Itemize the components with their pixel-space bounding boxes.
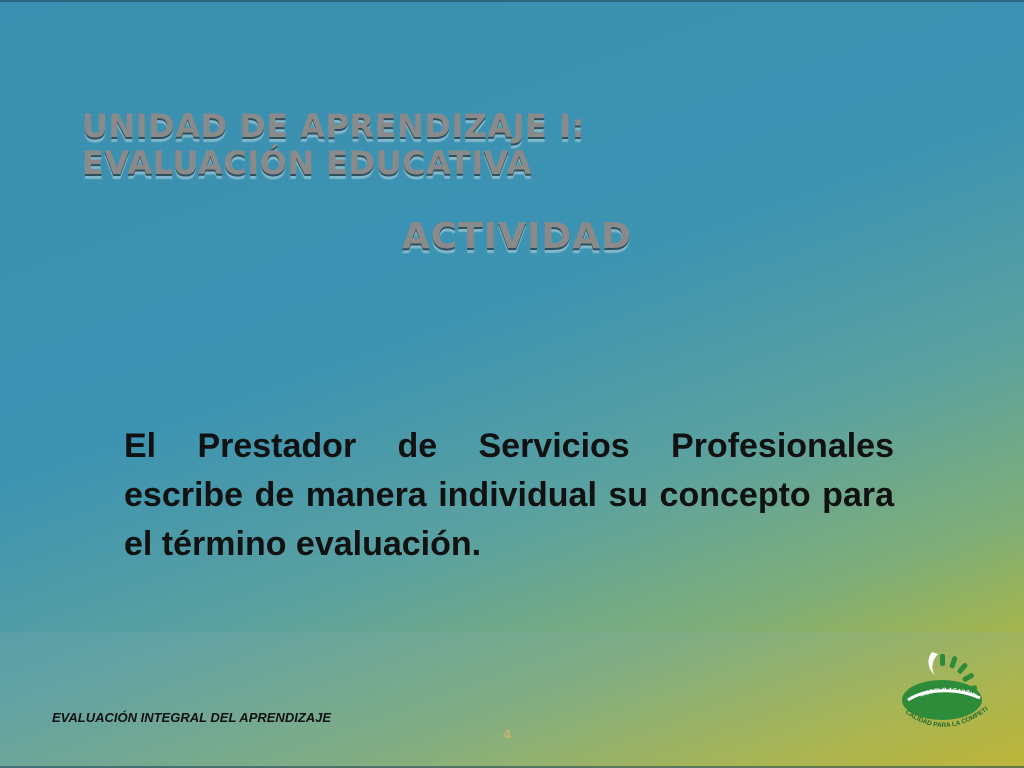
logo-text-bottom: CALIDAD PARA LA COMPETI xyxy=(904,705,990,730)
institution-logo-icon xyxy=(896,648,996,740)
institution-logo-svg xyxy=(896,648,996,740)
footer-band xyxy=(0,632,1024,768)
logo-text-top: MODELO ACADÉMI xyxy=(919,687,977,700)
footer-text: EVALUACIÓN INTEGRAL DEL APRENDIZAJE xyxy=(52,710,332,725)
slide-body-text: El Prestador de Servicios Profesionales escribe de manera individual su concepto para el término evaluación. xyxy=(124,427,894,563)
slide-subtitle: ACTIVIDAD xyxy=(401,216,633,257)
page-number: 4 xyxy=(503,726,511,742)
slide-title: UNIDAD DE APRENDIZAJE I: EVALUACIÓN EDUCATIVA xyxy=(82,107,585,182)
top-border xyxy=(0,0,1024,2)
